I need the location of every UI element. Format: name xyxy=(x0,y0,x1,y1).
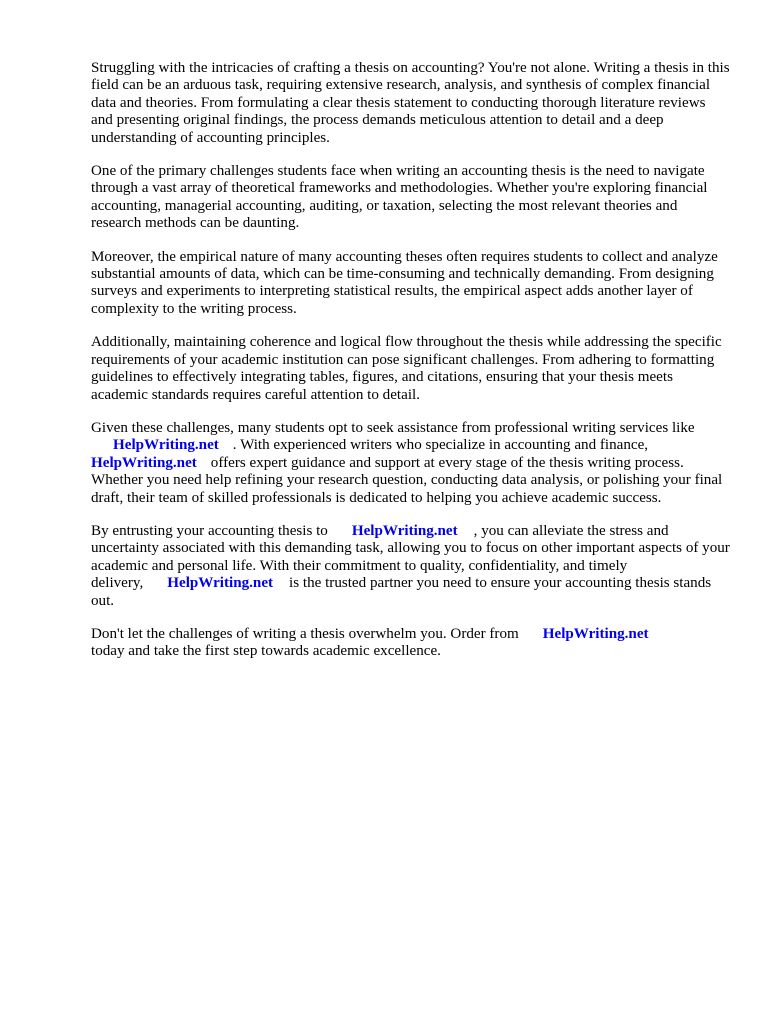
helpwriting-link[interactable]: HelpWriting.net xyxy=(113,437,219,454)
document-page xyxy=(91,60,731,677)
paragraph-intro: Struggling with the intricacies of crafting a thesis on accounting? You're not alone. Writing a thesis in this field can be an arduous task, requiring extensive research, analysis, and synthesis of complex financial data and theories. From formulating a clear thesis statement to conducting thorough literature reviews and presenting original findings, the process demands meticulous attention to detail and a deep understanding of accounting principles. xyxy=(91,60,730,146)
helpwriting-link[interactable]: HelpWriting.net xyxy=(91,454,197,471)
paragraph-entrusting xyxy=(91,523,731,610)
paragraph-text: offers expert guidance and support at every stage of the thesis writing process. Whether you need help refining your research question, conducting data analysis, or polishing your final draft, their team of skilled professionals is dedicated to helping you achieve academic success. xyxy=(91,454,723,506)
paragraph-text: today and take the first step towards academic excellence. xyxy=(91,643,441,660)
paragraph-text: is the trusted partner you need to ensure your accounting thesis stands out. xyxy=(91,575,712,609)
paragraph-challenges: One of the primary challenges students face when writing an accounting thesis is the need to navigate through a vast array of theoretical frameworks and methodologies. Whether you're exploring financial accounting, managerial accounting, auditing, or taxation, selecting the most relevant theories and research methods can be daunting. xyxy=(91,163,708,232)
paragraph-text: By entrusting your accounting thesis to xyxy=(91,522,328,539)
helpwriting-link[interactable]: HelpWriting.net xyxy=(167,575,274,592)
paragraph-text: , you can alleviate the stress and uncertainty associated with this demanding task, allowing you to focus on other important aspects of your academic and personal life. With their commitment to quality, confidentiality, and timely delivery, xyxy=(91,522,730,592)
paragraph-coherence: Additionally, maintaining coherence and logical flow throughout the thesis while addressing the specific requirements of your academic institution can pose significant challenges. From adhering to formatting guidelines to effectively integrating tables, figures, and citations, ensuring that your thesis meets academic standards requires careful attention to detail. xyxy=(91,334,722,403)
helpwriting-link[interactable]: HelpWriting.net xyxy=(351,522,458,539)
helpwriting-link[interactable]: HelpWriting.net xyxy=(542,625,649,642)
paragraph-assistance xyxy=(91,420,731,507)
paragraph-text: . With experienced writers who specialize in accounting and finance, xyxy=(232,437,649,454)
paragraph-call-to-action xyxy=(91,626,731,661)
paragraph-text: Don't let the challenges of writing a thesis overwhelm you. Order from xyxy=(91,625,519,642)
paragraph-text: Given these challenges, many students opt to seek assistance from professional writing services like xyxy=(91,419,695,436)
paragraph-empirical: Moreover, the empirical nature of many accounting theses often requires students to collect and analyze substantial amounts of data, which can be time-consuming and technically demanding. From designing surveys and experiments to interpreting statistical results, the empirical aspect adds another layer of complexity to the writing process. xyxy=(91,248,718,317)
